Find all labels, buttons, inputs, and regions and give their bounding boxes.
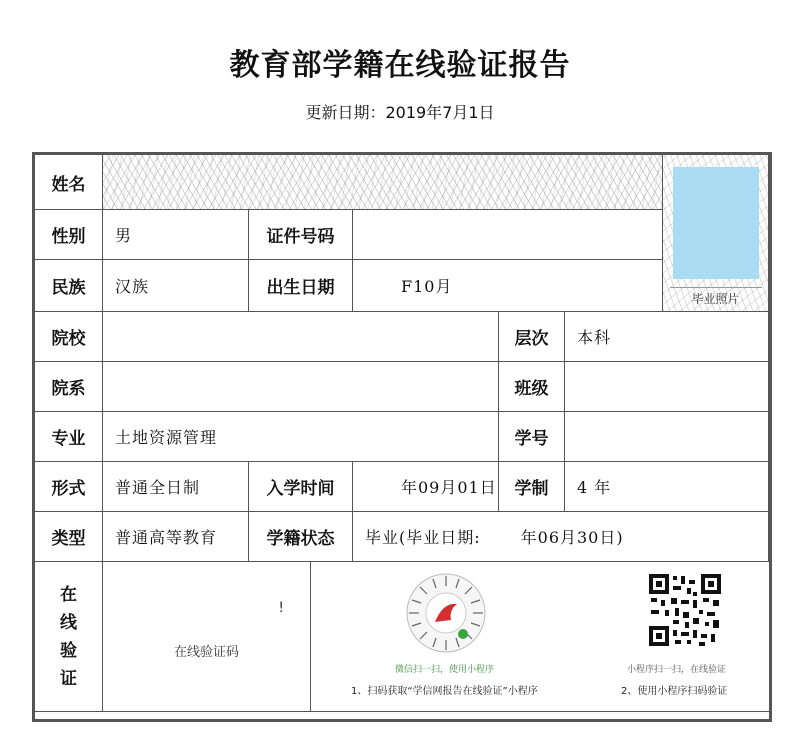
step-two: 2、使用小程序扫码验证 <box>621 686 728 697</box>
birth-date-label: 出生日期 <box>249 260 353 312</box>
ethnicity-value: 汉族 <box>103 260 249 312</box>
mini-program-hint: 微信扫一扫，使用小程序 <box>395 665 495 675</box>
duration-label: 学制 <box>499 462 565 512</box>
graduation-photo <box>673 167 759 279</box>
step-one: 1、扫码获取“学信网报告在线验证”小程序 <box>351 686 538 697</box>
department-label: 院系 <box>35 362 103 412</box>
status-label: 学籍状态 <box>249 512 353 562</box>
online-verify-label <box>35 562 103 712</box>
form-value: 普通全日制 <box>103 462 249 512</box>
major-label: 专业 <box>35 412 103 462</box>
school-value <box>103 312 499 362</box>
name-label: 姓名 <box>35 155 103 210</box>
update-date: 更新日期：2019年7月1日 <box>305 103 495 122</box>
mini-program-code <box>405 572 487 654</box>
ethnicity-label: 民族 <box>35 260 103 312</box>
form-label: 形式 <box>35 462 103 512</box>
qr-code-area <box>311 562 769 712</box>
status-value <box>353 512 769 562</box>
verify-code-cell <box>103 562 311 712</box>
level-value: 本科 <box>565 312 769 362</box>
verify-char-2: 线 <box>60 612 77 633</box>
enroll-time-label: 入学时间 <box>249 462 353 512</box>
verify-mark: ! <box>278 600 284 616</box>
school-label: 院校 <box>35 312 103 362</box>
major-value: 土地资源管理 <box>103 412 499 462</box>
student-no-label: 学号 <box>499 412 565 462</box>
qr-scan-hint: 小程序扫一扫，在线验证 <box>627 665 727 675</box>
type-value: 普通高等教育 <box>103 512 249 562</box>
gender-label: 性别 <box>35 210 103 260</box>
verify-char-4: 证 <box>60 668 77 689</box>
student-no-value <box>565 412 769 462</box>
department-value <box>103 362 499 412</box>
enroll-time-value: 年09月01日 <box>353 462 499 512</box>
photo-caption: 毕业照片 <box>670 287 762 307</box>
student-record-table <box>32 152 772 722</box>
class-label: 班级 <box>499 362 565 412</box>
class-value <box>565 362 769 412</box>
verify-char-3: 验 <box>60 640 77 661</box>
verify-char-1: 在 <box>60 584 77 605</box>
status-suffix: 年06月30日) <box>520 528 624 547</box>
photo-cell <box>663 155 769 312</box>
report-title: 教育部学籍在线验证报告 <box>229 48 571 83</box>
birth-date-value: F10月 <box>353 260 663 312</box>
level-label: 层次 <box>499 312 565 362</box>
id-number-label: 证件号码 <box>249 210 353 260</box>
name-value <box>103 155 663 210</box>
verify-code-label: 在线验证码 <box>173 645 239 660</box>
duration-value: 4 年 <box>565 462 769 512</box>
id-number-value <box>353 210 663 260</box>
type-label: 类型 <box>35 512 103 562</box>
qr-code <box>647 572 723 648</box>
status-prefix: 毕业(毕业日期: <box>365 528 481 547</box>
gender-value: 男 <box>103 210 249 260</box>
